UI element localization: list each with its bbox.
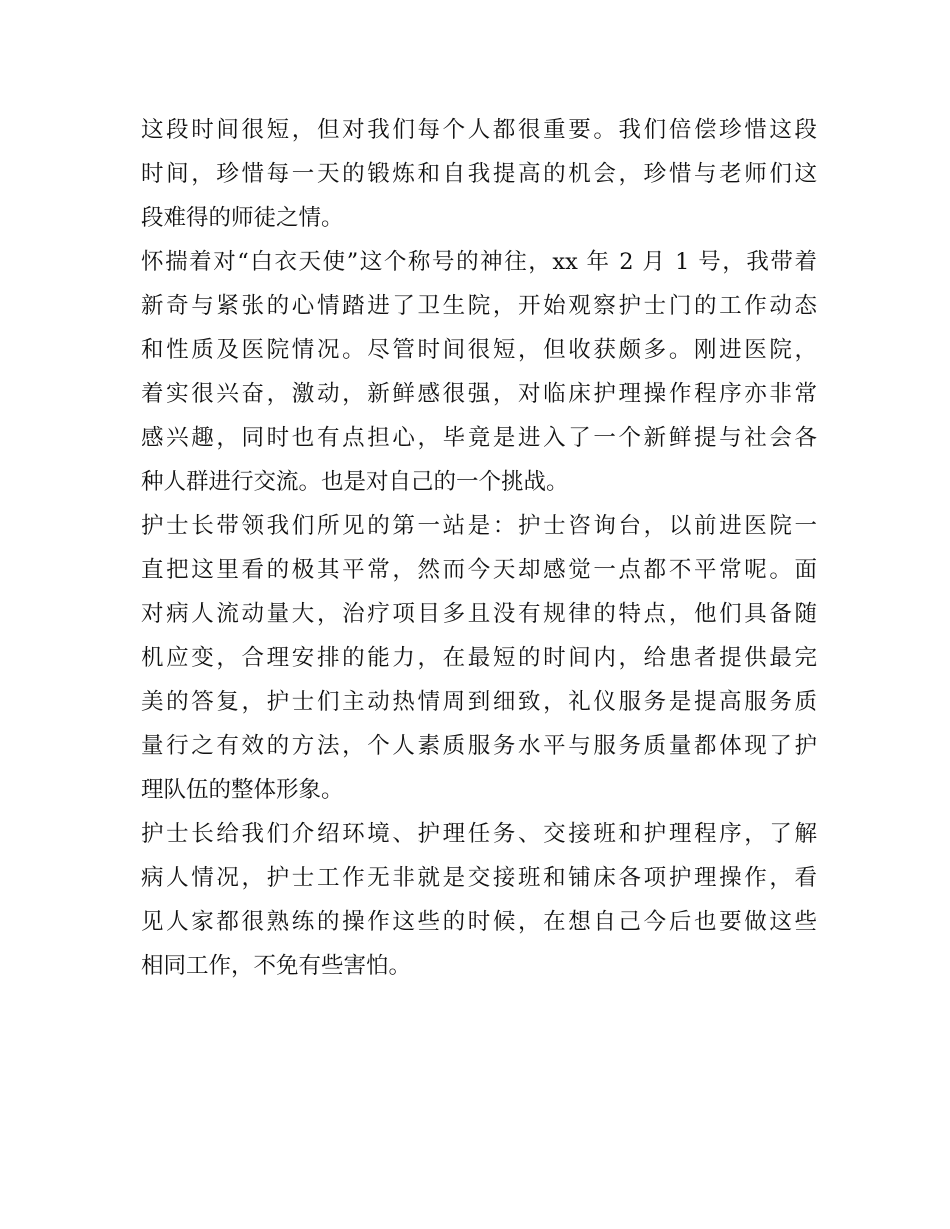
text-line: 怀揣着对“白衣天使”这个称号的神往，xx 年 2 月 1 号，我带着 [141, 249, 817, 275]
text-line: 病人情况，护士工作无非就是交接班和铺床各项护理操作，看 [141, 865, 817, 891]
text-line: 见人家都很熟练的操作这些的时候，在想自己今后也要做这些 [141, 909, 817, 935]
text-line: 护士长给我们介绍环境、护理任务、交接班和护理程序，了解 [141, 821, 817, 847]
text-line: 感兴趣，同时也有点担心，毕竟是进入了一个新鲜提与社会各 [141, 425, 817, 451]
text-line: 着实很兴奋，激动，新鲜感很强，对临床护理操作程序亦非常 [141, 381, 817, 407]
text-line: 美的答复，护士们主动热情周到细致，礼仪服务是提高服务质 [141, 689, 817, 715]
text-line: 护士长带领我们所见的第一站是：护士咨询台，以前进医院一 [141, 513, 817, 539]
text-line: 直把这里看的极其平常，然而今天却感觉一点都不平常呢。面 [141, 557, 817, 583]
text-line: 和性质及医院情况。尽管时间很短，但收获颇多。刚进医院， [141, 337, 817, 363]
text-line: 机应变，合理安排的能力，在最短的时间内，给患者提供最完 [141, 645, 817, 671]
paragraph-1 [141, 108, 817, 240]
text-line: 对病人流动量大，治疗项目多且没有规律的特点，他们具备随 [141, 601, 817, 627]
paragraph-4 [141, 812, 817, 988]
text-line: 相同工作，不免有些害怕。 [141, 953, 412, 979]
text-line: 这段时间很短，但对我们每个人都很重要。我们倍偿珍惜这段 [141, 117, 817, 143]
text-line: 理队伍的整体形象。 [141, 777, 344, 803]
document-body [141, 108, 817, 988]
text-line: 种人群进行交流。也是对自己的一个挑战。 [141, 469, 569, 495]
text-line: 量行之有效的方法，个人素质服务水平与服务质量都体现了护 [141, 733, 817, 759]
text-line: 时间，珍惜每一天的锻炼和自我提高的机会，珍惜与老师们这 [141, 161, 817, 187]
paragraph-2 [141, 240, 817, 504]
text-line: 新奇与紧张的心情踏进了卫生院，开始观察护士门的工作动态 [141, 293, 817, 319]
paragraph-3 [141, 504, 817, 812]
text-line: 段难得的师徒之情。 [141, 205, 344, 231]
